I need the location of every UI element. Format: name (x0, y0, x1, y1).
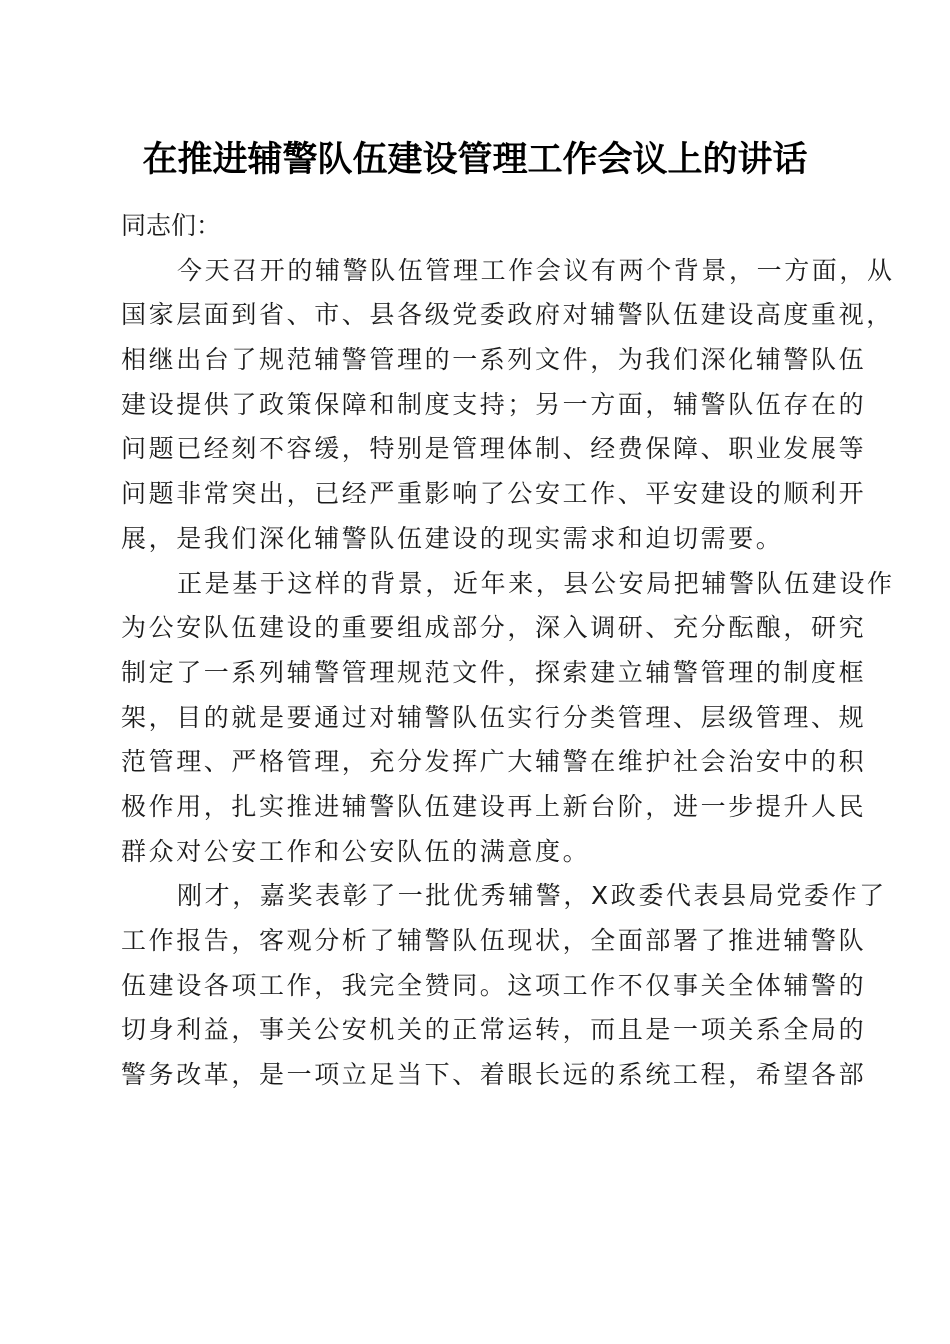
text-line: 刚才，嘉奖表彰了一批优秀辅警，X政委代表县局党委作了 (177, 881, 887, 911)
paragraph-1 (121, 249, 895, 562)
text-line: 架，目的就是要通过对辅警队伍实行分类管理、层级管理、规 (121, 702, 867, 732)
text-line: 今天召开的辅警队伍管理工作会议有两个背景，一方面，从 (177, 255, 895, 285)
text-line: 为公安队伍建设的重要组成部分，深入调研、充分酝酿，研究 (121, 613, 867, 643)
text-line: 问题非常突出，已经严重影响了公安工作、平安建设的顺利开 (121, 479, 867, 509)
document-title: 在推进辅警队伍建设管理工作会议上的讲话 (142, 139, 808, 180)
text-line: 相继出台了规范辅警管理的一系列文件，为我们深化辅警队伍 (121, 345, 867, 375)
paragraph-3 (121, 874, 887, 1097)
text-line: 切身利益，事关公安机关的正常运转，而且是一项关系全局的 (121, 1015, 867, 1045)
text-line: 警务改革，是一项立足当下、着眼长远的系统工程，希望各部 (121, 1060, 867, 1090)
text-line: 极作用，扎实推进辅警队伍建设再上新台阶，进一步提升人民 (121, 791, 867, 821)
paragraph-2 (121, 562, 895, 875)
text-line: 工作报告，客观分析了辅警队伍现状，全面部署了推进辅警队 (121, 926, 867, 955)
document-body (121, 204, 895, 1098)
text-line: 问题已经刻不容缓，特别是管理体制、经费保障、职业发展等 (121, 434, 867, 464)
text-line: 建设提供了政策保障和制度支持；另一方面，辅警队伍存在的 (121, 389, 867, 419)
text-line: 制定了一系列辅警管理规范文件，探索建立辅警管理的制度框 (121, 657, 867, 687)
text-line: 群众对公安工作和公安队伍的满意度。 (121, 836, 591, 866)
text-line: 伍建设各项工作，我完全赞同。这项工作不仅事关全体辅警的 (121, 970, 867, 1000)
text-line: 范管理、严格管理，充分发挥广大辅警在维护社会治安中的积 (121, 747, 867, 777)
salutation: 同志们： (121, 211, 222, 240)
text-line: 展，是我们深化辅警队伍建设的现实需求和迫切需要。 (121, 523, 784, 553)
text-line: 国家层面到省、市、县各级党委政府对辅警队伍建设高度重视， (121, 300, 894, 330)
text-line: 正是基于这样的背景，近年来，县公安局把辅警队伍建设作 (177, 568, 895, 598)
